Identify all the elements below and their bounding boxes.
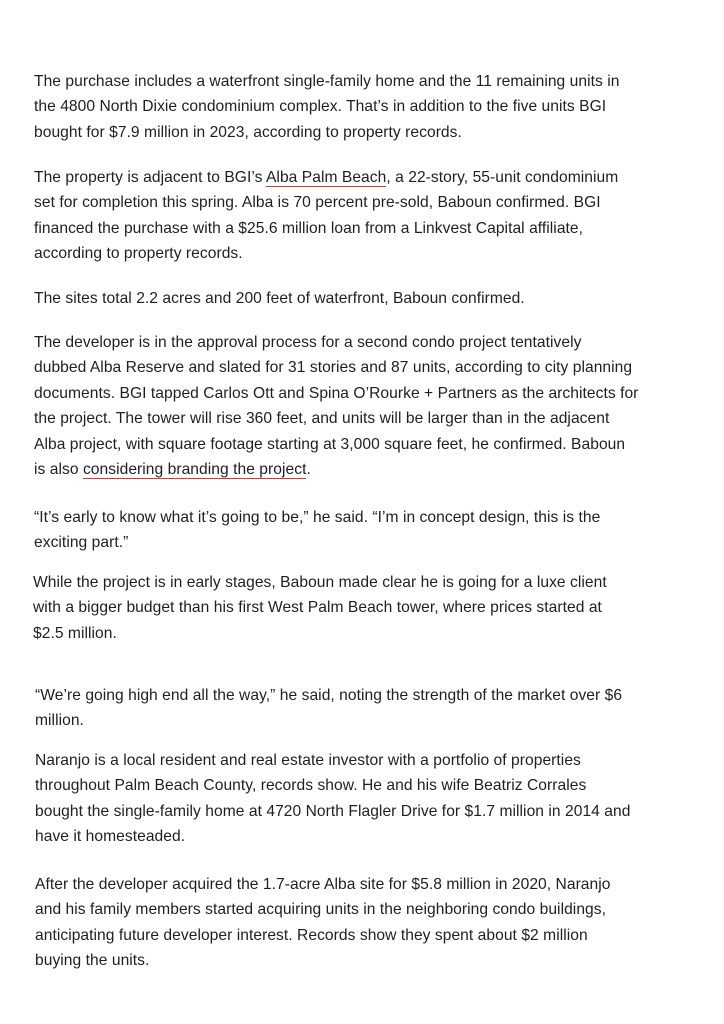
paragraph-property — [34, 165, 694, 267]
paragraph-approval — [34, 330, 694, 482]
text-line: The sites total 2.2 acres and 200 feet of waterfront, Baboun confirmed. — [34, 290, 525, 307]
text-line: While the project is in early stages, Baboun made clear he is going for a luxe client — [33, 574, 607, 591]
text-line: anticipating future developer interest. Records show they spent about $2 million — [35, 926, 588, 944]
paragraph-acquisition — [35, 872, 695, 974]
paragraph-naranjo — [35, 748, 695, 850]
paragraph-sites — [34, 286, 694, 311]
text-line: and his family members started acquiring units in the neighboring condo buildings, — [35, 901, 606, 919]
paragraph-purchase — [34, 69, 694, 145]
text-line: $2.5 million. — [33, 624, 117, 642]
text-line: “It’s early to know what it’s going to be,” he said. “I’m in concept design, this is the — [34, 509, 601, 526]
text-line: the 4800 North Dixie condominium complex. That’s in addition to the five units BGI — [34, 98, 607, 116]
text-line — [34, 457, 694, 482]
text-line: buying the units. — [35, 952, 150, 970]
text-line: according to property records. — [34, 245, 243, 263]
text-segment: . — [306, 461, 311, 479]
text-line: “We’re going high end all the way,” he said, noting the strength of the market over $6 — [35, 687, 623, 704]
text-line — [34, 165, 694, 190]
paragraph-quote-high-end — [35, 683, 695, 734]
text-segment: is also — [34, 461, 83, 479]
text-line: bought for $7.9 million in 2023, according to property records. — [34, 123, 462, 141]
text-line: have it homesteaded. — [35, 828, 186, 846]
text-line: After the developer acquired the 1.7-acre Alba site for $5.8 million in 2020, Naranjo — [35, 876, 611, 893]
alba-palm-beach-link[interactable]: Alba Palm Beach — [265, 169, 387, 186]
text-line: bought the single-family home at 4720 North Flagler Drive for $1.7 million in 2014 and — [35, 802, 631, 820]
text-line: The developer is in the approval process for a second condo project tentatively — [34, 334, 582, 351]
text-line: documents. BGI tapped Carlos Ott and Spina O’Rourke + Partners as the architects for — [34, 384, 639, 402]
text-segment: , a 22-story, 55-unit condominium — [386, 169, 619, 186]
text-line: dubbed Alba Reserve and slated for 31 stories and 87 units, according to city planning — [34, 359, 633, 377]
text-line: financed the purchase with a $25.6 million loan from a Linkvest Capital affiliate, — [34, 219, 584, 237]
text-line: set for completion this spring. Alba is 70 percent pre-sold, Baboun confirmed. BGI — [34, 194, 601, 212]
paragraph-luxe-client — [33, 570, 693, 646]
text-line: Alba project, with square footage starting at 3,000 square feet, he confirmed. Baboun — [34, 435, 626, 453]
paragraph-quote-early — [34, 505, 694, 556]
text-segment: The property is adjacent to BGI’s — [34, 169, 266, 186]
text-line: the project. The tower will rise 360 feet, and units will be larger than in the adjacent — [34, 410, 610, 428]
text-line: with a bigger budget than his first West Palm Beach tower, where prices started at — [33, 599, 602, 617]
text-line: throughout Palm Beach County, records show. He and his wife Beatriz Corrales — [35, 777, 587, 795]
text-line: Naranjo is a local resident and real estate investor with a portfolio of properties — [35, 752, 581, 769]
text-line: The purchase includes a waterfront single-family home and the 11 remaining units in — [34, 73, 620, 90]
text-line: exciting part.” — [34, 534, 129, 552]
considering-branding-link[interactable]: considering branding the project — [82, 461, 307, 479]
text-line: million. — [35, 712, 84, 730]
